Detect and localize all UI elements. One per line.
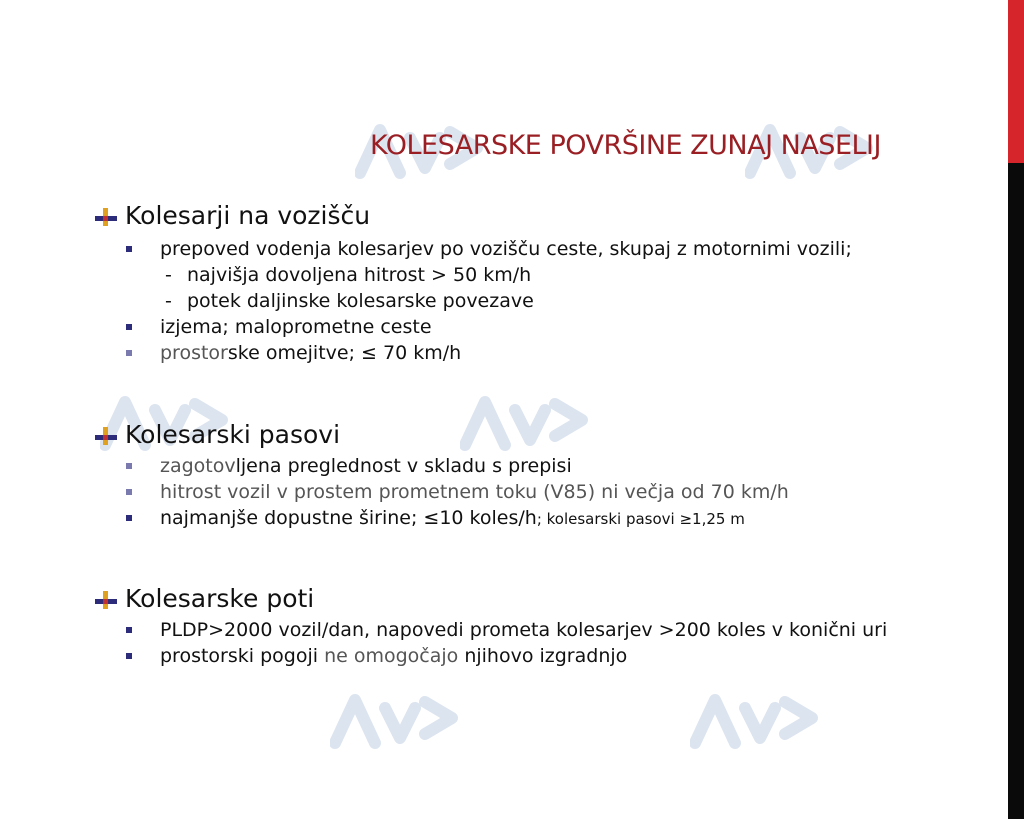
list-item xyxy=(95,643,995,669)
section-heading xyxy=(95,419,995,451)
list-item-text: izjema; maloprometne ceste xyxy=(160,316,432,338)
list-item-text: hitrost vozil v prostem prometnem toku (V85) ni večja od 70 km/h xyxy=(160,481,789,503)
list-item-text: prepoved vodenja kolesarjev po vozišču ceste, skupaj z motornimi vozili; xyxy=(160,238,852,260)
square-bullet-icon xyxy=(126,653,132,659)
section-heading-text: Kolesarski pasovi xyxy=(125,420,341,449)
section-heading-text: Kolesarske poti xyxy=(125,584,315,613)
list-item xyxy=(95,479,995,505)
square-bullet-icon xyxy=(126,246,132,252)
list-item-text: PLDP>2000 vozil/dan, napovedi prometa kolesarjev >200 koles v konični uri xyxy=(160,619,888,641)
side-accent-bar-red xyxy=(1008,0,1024,163)
square-bullet-icon xyxy=(126,463,132,469)
dash-marker: - xyxy=(165,290,172,312)
watermark-logo xyxy=(690,688,820,750)
list-item xyxy=(95,617,995,643)
list-item xyxy=(95,236,995,262)
dash-marker: - xyxy=(165,264,172,286)
arrow-bullet-icon xyxy=(95,208,117,226)
list-item-text-part: prostorski pogoji xyxy=(160,645,325,667)
slide-title: KOLESARSKE POVRŠINE ZUNAJ NASELIJ xyxy=(370,130,881,161)
square-bullet-icon xyxy=(126,627,132,633)
side-accent-bar-black xyxy=(1008,163,1024,819)
list-item xyxy=(95,453,995,479)
list-item xyxy=(95,314,995,340)
section-heading xyxy=(95,583,995,615)
square-bullet-icon xyxy=(126,324,132,330)
list-item xyxy=(95,505,995,531)
arrow-bullet-icon xyxy=(95,427,117,445)
list-item-text-part: ljena preglednost v skladu s prepisi xyxy=(235,455,572,477)
section-kolesarji-na-voziscu xyxy=(95,200,995,366)
list-item-text-part: prostor xyxy=(160,342,228,364)
list-item-text-part: ne omogočajo xyxy=(324,645,459,667)
list-item xyxy=(95,340,995,366)
square-bullet-icon xyxy=(126,515,132,521)
sub-list-item xyxy=(95,288,995,314)
list-item-text-small: ; kolesarski pasovi ≥1,25 m xyxy=(536,510,745,528)
square-bullet-icon xyxy=(126,489,132,495)
arrow-bullet-icon xyxy=(95,591,117,609)
sub-list-item xyxy=(95,262,995,288)
list-item-text-part: ske omejitve; ≤ 70 km/h xyxy=(227,342,462,364)
section-heading-text: Kolesarji na vozišču xyxy=(125,201,371,230)
section-heading xyxy=(95,200,995,232)
section-kolesarske-poti xyxy=(95,583,995,669)
section-kolesarski-pasovi xyxy=(95,419,995,531)
sub-list-item-text: najvišja dovoljena hitrost > 50 km/h xyxy=(187,264,532,286)
square-bullet-icon xyxy=(126,350,132,356)
sub-list-item-text: potek daljinske kolesarske povezave xyxy=(187,290,534,312)
list-item-text-part: njihovo izgradnjo xyxy=(458,645,628,667)
list-item-text-part: zagotov xyxy=(160,455,236,477)
watermark-logo xyxy=(330,688,460,750)
list-item-text: najmanjše dopustne širine; ≤10 koles/h xyxy=(160,507,537,529)
